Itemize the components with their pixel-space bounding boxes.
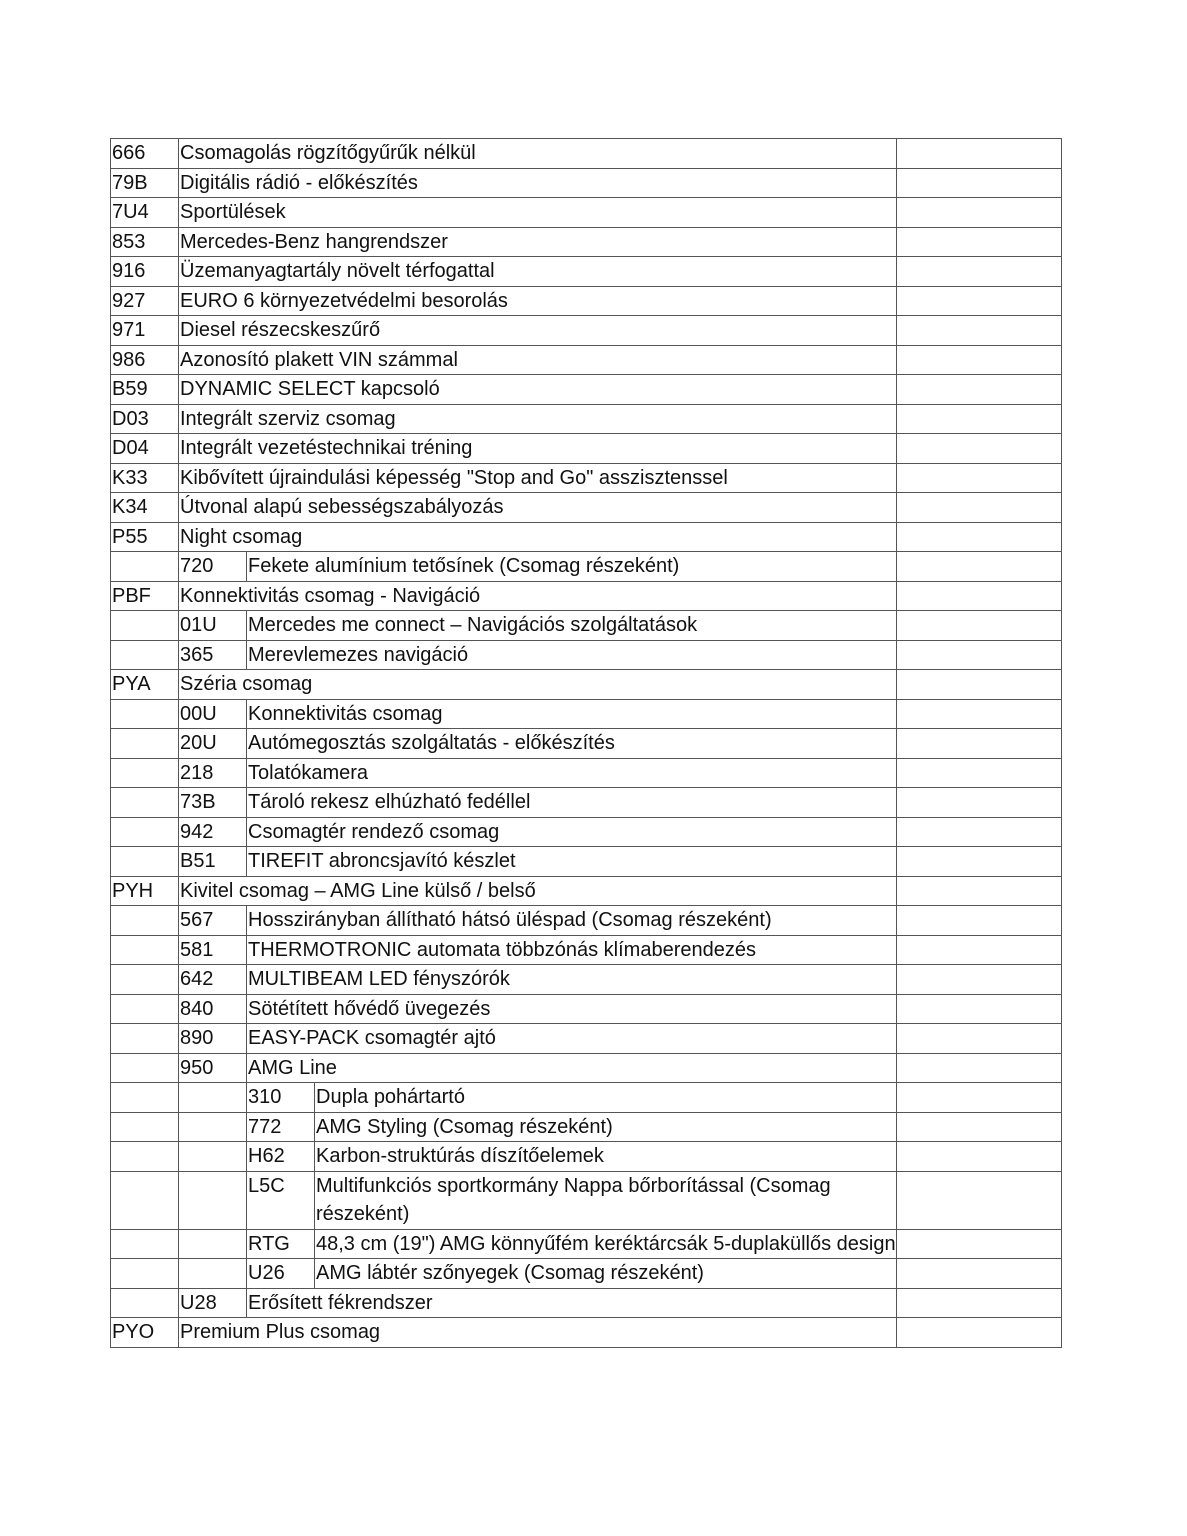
indent-cell bbox=[179, 1229, 247, 1259]
indent-cell bbox=[111, 758, 179, 788]
indent-cell bbox=[111, 699, 179, 729]
indent-cell bbox=[111, 1142, 179, 1172]
empty-side-cell bbox=[897, 434, 1062, 464]
option-code: 916 bbox=[111, 257, 179, 287]
empty-side-cell bbox=[897, 552, 1062, 582]
indent-cell bbox=[179, 1083, 247, 1113]
option-description: Üzemanyagtartály növelt térfogattal bbox=[179, 257, 897, 287]
table-row bbox=[111, 965, 1062, 995]
empty-side-cell bbox=[897, 493, 1062, 523]
indent-cell bbox=[111, 1259, 179, 1289]
option-description: Multifunkciós sportkormány Nappa bőrborítással (Csomag részeként) bbox=[315, 1171, 897, 1229]
table-row bbox=[111, 286, 1062, 316]
option-code: 840 bbox=[179, 994, 247, 1024]
table-row bbox=[111, 257, 1062, 287]
indent-cell bbox=[111, 788, 179, 818]
option-code: D03 bbox=[111, 404, 179, 434]
table-row bbox=[111, 345, 1062, 375]
empty-side-cell bbox=[897, 257, 1062, 287]
empty-side-cell bbox=[897, 522, 1062, 552]
option-description: AMG Styling (Csomag részeként) bbox=[315, 1112, 897, 1142]
option-description: Tároló rekesz elhúzható fedéllel bbox=[247, 788, 897, 818]
empty-side-cell bbox=[897, 1171, 1062, 1229]
empty-side-cell bbox=[897, 1229, 1062, 1259]
table-row bbox=[111, 1112, 1062, 1142]
option-description: 48,3 cm (19") AMG könnyűfém keréktárcsák 5-duplaküllős design bbox=[315, 1229, 897, 1259]
table-row bbox=[111, 552, 1062, 582]
option-code: 720 bbox=[179, 552, 247, 582]
empty-side-cell bbox=[897, 286, 1062, 316]
option-code: 666 bbox=[111, 139, 179, 169]
empty-side-cell bbox=[897, 640, 1062, 670]
option-description: Digitális rádió - előkészítés bbox=[179, 168, 897, 198]
empty-side-cell bbox=[897, 227, 1062, 257]
table-row bbox=[111, 198, 1062, 228]
table-row bbox=[111, 434, 1062, 464]
empty-side-cell bbox=[897, 581, 1062, 611]
indent-cell bbox=[111, 935, 179, 965]
empty-side-cell bbox=[897, 906, 1062, 936]
option-code: 853 bbox=[111, 227, 179, 257]
empty-side-cell bbox=[897, 404, 1062, 434]
option-code: 218 bbox=[179, 758, 247, 788]
empty-side-cell bbox=[897, 1024, 1062, 1054]
option-code: PBF bbox=[111, 581, 179, 611]
empty-side-cell bbox=[897, 139, 1062, 169]
empty-side-cell bbox=[897, 788, 1062, 818]
option-description: MULTIBEAM LED fényszórók bbox=[247, 965, 897, 995]
option-code: H62 bbox=[247, 1142, 315, 1172]
option-description: AMG lábtér szőnyegek (Csomag részeként) bbox=[315, 1259, 897, 1289]
option-code: 7U4 bbox=[111, 198, 179, 228]
table-row bbox=[111, 493, 1062, 523]
table-row bbox=[111, 611, 1062, 641]
option-code: 73B bbox=[179, 788, 247, 818]
option-description: Csomagtér rendező csomag bbox=[247, 817, 897, 847]
empty-side-cell bbox=[897, 758, 1062, 788]
indent-cell bbox=[111, 552, 179, 582]
indent-cell bbox=[111, 906, 179, 936]
option-code: 971 bbox=[111, 316, 179, 346]
table-row bbox=[111, 788, 1062, 818]
option-code: PYO bbox=[111, 1318, 179, 1348]
option-description: Kivitel csomag – AMG Line külső / belső bbox=[179, 876, 897, 906]
option-description: Dupla pohártartó bbox=[315, 1083, 897, 1113]
option-code: B59 bbox=[111, 375, 179, 405]
option-code: 365 bbox=[179, 640, 247, 670]
option-description: Csomagolás rögzítőgyűrűk nélkül bbox=[179, 139, 897, 169]
option-code: 950 bbox=[179, 1053, 247, 1083]
empty-side-cell bbox=[897, 611, 1062, 641]
empty-side-cell bbox=[897, 316, 1062, 346]
option-code: P55 bbox=[111, 522, 179, 552]
indent-cell bbox=[111, 1171, 179, 1229]
option-description: Sportülések bbox=[179, 198, 897, 228]
option-description: Integrált vezetéstechnikai tréning bbox=[179, 434, 897, 464]
table-row bbox=[111, 817, 1062, 847]
indent-cell bbox=[179, 1142, 247, 1172]
table-row bbox=[111, 1229, 1062, 1259]
empty-side-cell bbox=[897, 1083, 1062, 1113]
indent-cell bbox=[111, 847, 179, 877]
indent-cell bbox=[179, 1112, 247, 1142]
option-code: 642 bbox=[179, 965, 247, 995]
table-row bbox=[111, 463, 1062, 493]
indent-cell bbox=[111, 729, 179, 759]
empty-side-cell bbox=[897, 375, 1062, 405]
table-row bbox=[111, 375, 1062, 405]
option-description: Erősített fékrendszer bbox=[247, 1288, 897, 1318]
empty-side-cell bbox=[897, 699, 1062, 729]
table-body bbox=[111, 139, 1062, 1348]
table-row bbox=[111, 758, 1062, 788]
indent-cell bbox=[111, 1288, 179, 1318]
table-row bbox=[111, 581, 1062, 611]
option-code: K34 bbox=[111, 493, 179, 523]
option-description: Integrált szerviz csomag bbox=[179, 404, 897, 434]
option-description: Night csomag bbox=[179, 522, 897, 552]
indent-cell bbox=[111, 611, 179, 641]
table-row bbox=[111, 316, 1062, 346]
option-code: RTG bbox=[247, 1229, 315, 1259]
empty-side-cell bbox=[897, 876, 1062, 906]
table-row bbox=[111, 906, 1062, 936]
option-code: 00U bbox=[179, 699, 247, 729]
option-code: PYA bbox=[111, 670, 179, 700]
option-description: Konnektivitás csomag - Navigáció bbox=[179, 581, 897, 611]
indent-cell bbox=[111, 640, 179, 670]
empty-side-cell bbox=[897, 1259, 1062, 1289]
table-row bbox=[111, 1024, 1062, 1054]
indent-cell bbox=[111, 994, 179, 1024]
table-row bbox=[111, 729, 1062, 759]
option-code: B51 bbox=[179, 847, 247, 877]
option-description: EURO 6 környezetvédelmi besorolás bbox=[179, 286, 897, 316]
option-code: 927 bbox=[111, 286, 179, 316]
empty-side-cell bbox=[897, 729, 1062, 759]
table-row bbox=[111, 404, 1062, 434]
table-row bbox=[111, 1259, 1062, 1289]
option-code: 986 bbox=[111, 345, 179, 375]
option-code: K33 bbox=[111, 463, 179, 493]
option-code: 890 bbox=[179, 1024, 247, 1054]
option-description: Sötétített hővédő üvegezés bbox=[247, 994, 897, 1024]
indent-cell bbox=[111, 965, 179, 995]
empty-side-cell bbox=[897, 1112, 1062, 1142]
table-row bbox=[111, 522, 1062, 552]
table-row bbox=[111, 640, 1062, 670]
empty-side-cell bbox=[897, 847, 1062, 877]
empty-side-cell bbox=[897, 345, 1062, 375]
option-description: Széria csomag bbox=[179, 670, 897, 700]
empty-side-cell bbox=[897, 1318, 1062, 1348]
table-row bbox=[111, 935, 1062, 965]
option-description: Mercedes me connect – Navigációs szolgáltatások bbox=[247, 611, 897, 641]
option-code: 79B bbox=[111, 168, 179, 198]
option-description: Azonosító plakett VIN számmal bbox=[179, 345, 897, 375]
empty-side-cell bbox=[897, 935, 1062, 965]
option-description: Útvonal alapú sebességszabályozás bbox=[179, 493, 897, 523]
table-row bbox=[111, 168, 1062, 198]
option-code: U28 bbox=[179, 1288, 247, 1318]
table-row bbox=[111, 1288, 1062, 1318]
option-code: D04 bbox=[111, 434, 179, 464]
option-code: 20U bbox=[179, 729, 247, 759]
indent-cell bbox=[111, 1053, 179, 1083]
empty-side-cell bbox=[897, 1142, 1062, 1172]
indent-cell bbox=[111, 1229, 179, 1259]
table-row bbox=[111, 994, 1062, 1024]
empty-side-cell bbox=[897, 965, 1062, 995]
empty-side-cell bbox=[897, 670, 1062, 700]
indent-cell bbox=[179, 1259, 247, 1289]
option-code: L5C bbox=[247, 1171, 315, 1229]
empty-side-cell bbox=[897, 463, 1062, 493]
table-row bbox=[111, 1318, 1062, 1348]
option-description: Diesel részecskeszűrő bbox=[179, 316, 897, 346]
indent-cell bbox=[111, 1024, 179, 1054]
option-code: 567 bbox=[179, 906, 247, 936]
indent-cell bbox=[111, 1112, 179, 1142]
table-row bbox=[111, 1171, 1062, 1229]
table-row bbox=[111, 876, 1062, 906]
option-description: TIREFIT abroncsjavító készlet bbox=[247, 847, 897, 877]
indent-cell bbox=[111, 817, 179, 847]
empty-side-cell bbox=[897, 168, 1062, 198]
table-row bbox=[111, 699, 1062, 729]
option-code: 942 bbox=[179, 817, 247, 847]
table-row bbox=[111, 1142, 1062, 1172]
indent-cell bbox=[111, 1083, 179, 1113]
table-row bbox=[111, 1083, 1062, 1113]
option-description: Hosszirányban állítható hátsó üléspad (Csomag részeként) bbox=[247, 906, 897, 936]
option-code: 581 bbox=[179, 935, 247, 965]
option-code: 310 bbox=[247, 1083, 315, 1113]
empty-side-cell bbox=[897, 1053, 1062, 1083]
option-description: Karbon-struktúrás díszítőelemek bbox=[315, 1142, 897, 1172]
indent-cell bbox=[179, 1171, 247, 1229]
option-description: Fekete alumínium tetősínek (Csomag részeként) bbox=[247, 552, 897, 582]
table-row bbox=[111, 227, 1062, 257]
equipment-code-table bbox=[110, 138, 1062, 1348]
option-description: THERMOTRONIC automata többzónás klímaberendezés bbox=[247, 935, 897, 965]
option-description: DYNAMIC SELECT kapcsoló bbox=[179, 375, 897, 405]
empty-side-cell bbox=[897, 817, 1062, 847]
option-description: Autómegosztás szolgáltatás - előkészítés bbox=[247, 729, 897, 759]
option-description: Mercedes-Benz hangrendszer bbox=[179, 227, 897, 257]
option-description: Kibővített újraindulási képesség "Stop and Go" asszisztenssel bbox=[179, 463, 897, 493]
option-description: Premium Plus csomag bbox=[179, 1318, 897, 1348]
empty-side-cell bbox=[897, 198, 1062, 228]
option-description: EASY-PACK csomagtér ajtó bbox=[247, 1024, 897, 1054]
table-row bbox=[111, 670, 1062, 700]
table-row bbox=[111, 1053, 1062, 1083]
option-description: Konnektivitás csomag bbox=[247, 699, 897, 729]
table-row bbox=[111, 139, 1062, 169]
empty-side-cell bbox=[897, 994, 1062, 1024]
option-description: AMG Line bbox=[247, 1053, 897, 1083]
option-description: Tolatókamera bbox=[247, 758, 897, 788]
empty-side-cell bbox=[897, 1288, 1062, 1318]
option-code: PYH bbox=[111, 876, 179, 906]
option-code: U26 bbox=[247, 1259, 315, 1289]
option-code: 01U bbox=[179, 611, 247, 641]
option-description: Merevlemezes navigáció bbox=[247, 640, 897, 670]
table-row bbox=[111, 847, 1062, 877]
option-code: 772 bbox=[247, 1112, 315, 1142]
